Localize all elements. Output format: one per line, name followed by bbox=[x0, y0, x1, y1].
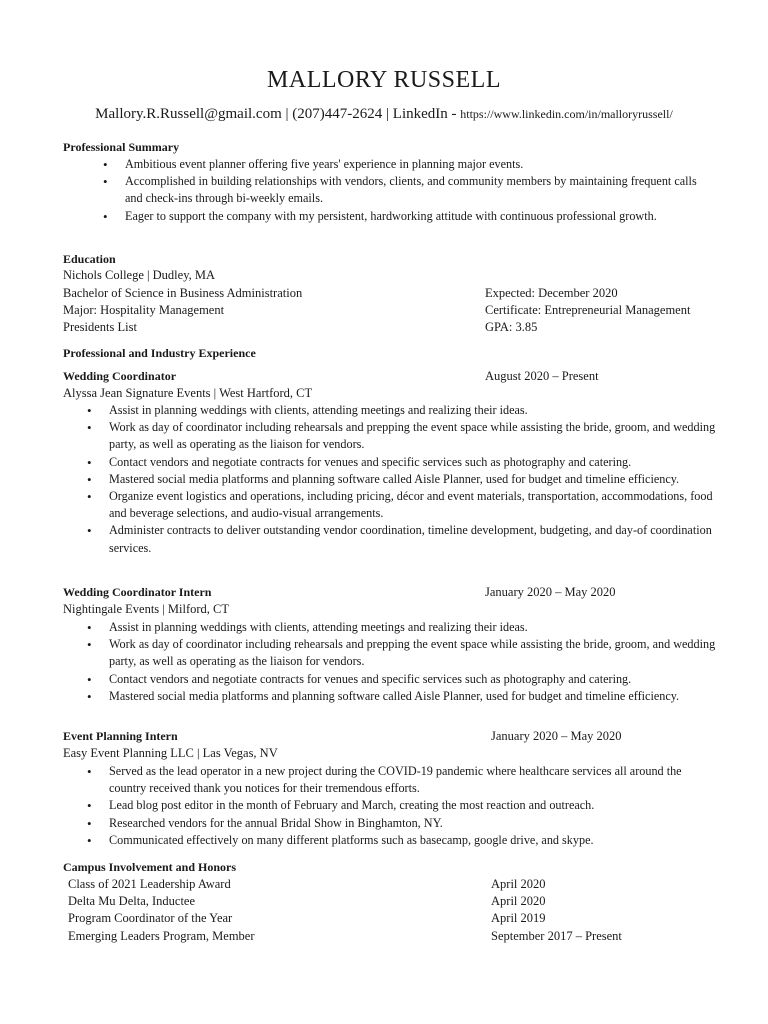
honor-date: April 2020 bbox=[491, 894, 546, 908]
job-bullets bbox=[86, 763, 716, 849]
expected-date: Expected: December 2020 bbox=[485, 286, 618, 300]
honor-name: Emerging Leaders Program, Member bbox=[68, 929, 255, 943]
candidate-name: MALLORY RUSSELL bbox=[267, 67, 501, 93]
linkedin-link[interactable]: https://www.linkedin.com/in/malloryrussell/ bbox=[460, 107, 673, 121]
contact-separator: | bbox=[285, 106, 293, 122]
job-dates: August 2020 – Present bbox=[485, 369, 599, 383]
degree: Bachelor of Science in Business Administration bbox=[63, 286, 303, 300]
list-item: • Lead blog post editor in the month of February and March, creating the most reaction and outreach. bbox=[86, 797, 716, 814]
list-item: • Communicated effectively on many different platforms such as basecamp, google drive, and skype. bbox=[86, 832, 716, 849]
job-title: Wedding Coordinator bbox=[63, 369, 177, 383]
job-organization: Easy Event Planning LLC | Las Vegas, NV bbox=[63, 746, 278, 760]
list-item: • Ambitious event planner offering five years' experience in planning major events. bbox=[102, 156, 712, 173]
summary-list bbox=[102, 156, 712, 225]
job-bullets bbox=[86, 619, 716, 705]
gpa: GPA: 3.85 bbox=[485, 320, 538, 334]
list-item: • Contact vendors and negotiate contracts for venues and specific services such as photography and catering. bbox=[86, 671, 716, 688]
section-heading-summary: Professional Summary bbox=[63, 140, 180, 154]
list-item: • Assist in planning weddings with clients, attending meetings and realizing their ideas. bbox=[86, 402, 716, 419]
job-organization: Alyssa Jean Signature Events | West Hartford, CT bbox=[63, 386, 313, 400]
major: Major: Hospitality Management bbox=[63, 303, 225, 317]
list-item: • Mastered social media platforms and planning software called Aisle Planner, used for budget and timeline efficiency. bbox=[86, 471, 716, 488]
honor-date: April 2019 bbox=[491, 911, 546, 925]
job-organization: Nightingale Events | Milford, CT bbox=[63, 602, 230, 616]
list-item: • Served as the lead operator in a new project during the COVID-19 pandemic where healthcare services all around the country received thank you notices for their tremendous efforts. bbox=[86, 763, 716, 797]
list-item: • Administer contracts to deliver outstanding vendor coordination, timeline development, budgeting, and day-of coordination services. bbox=[86, 522, 716, 556]
job-title: Wedding Coordinator Intern bbox=[63, 585, 212, 599]
list-item: • Contact vendors and negotiate contracts for venues and specific services such as photography and catering. bbox=[86, 454, 716, 471]
job-title: Event Planning Intern bbox=[63, 729, 178, 743]
contact-separator: | bbox=[386, 106, 393, 122]
school-name: Nichols College | Dudley, MA bbox=[63, 268, 216, 282]
list-item: • Accomplished in building relationships with vendors, clients, and community members by maintaining frequent calls and check-ins through bi-weekly emails. bbox=[102, 173, 712, 207]
section-heading-honors: Campus Involvement and Honors bbox=[63, 860, 237, 874]
phone-number: (207)447-2624 bbox=[292, 106, 383, 122]
job-dates: January 2020 – May 2020 bbox=[485, 585, 616, 599]
job-bullets bbox=[86, 402, 716, 557]
honor-name: Delta Mu Delta, Inductee bbox=[68, 894, 196, 908]
linkedin-label: LinkedIn - bbox=[392, 106, 457, 122]
honor: Presidents List bbox=[63, 320, 137, 334]
list-item: • Assist in planning weddings with clients, attending meetings and realizing their ideas. bbox=[86, 619, 716, 636]
section-heading-education: Education bbox=[63, 252, 116, 266]
honor-date: April 2020 bbox=[491, 877, 546, 891]
honor-name: Class of 2021 Leadership Award bbox=[68, 877, 231, 891]
list-item: • Work as day of coordinator including rehearsals and prepping the event space while assisting the bride, groom, and wedding party, as well as operating as the liaison for vendors. bbox=[86, 636, 716, 670]
section-heading-experience: Professional and Industry Experience bbox=[63, 346, 256, 360]
list-item: • Work as day of coordinator including rehearsals and prepping the event space while assisting the bride, groom, and wedding party, as well as operating as the liaison for vendors. bbox=[86, 419, 716, 453]
certificate: Certificate: Entrepreneurial Management bbox=[485, 303, 691, 317]
list-item: • Organize event logistics and operations, including pricing, décor and event materials, transportation, accommodations, food and beverage selections, and audio-visual arrangements. bbox=[86, 488, 716, 522]
honor-name: Program Coordinator of the Year bbox=[68, 911, 233, 925]
list-item: • Eager to support the company with my persistent, hardworking attitude with continuous professional growth. bbox=[102, 208, 712, 225]
honor-date: September 2017 – Present bbox=[491, 929, 622, 943]
job-dates: January 2020 – May 2020 bbox=[491, 729, 622, 743]
list-item: • Mastered social media platforms and planning software called Aisle Planner, used for budget and timeline efficiency. bbox=[86, 688, 716, 705]
email-link[interactable]: Mallory.R.Russell@gmail.com bbox=[95, 106, 282, 122]
contact-line bbox=[0, 106, 768, 123]
list-item: • Researched vendors for the annual Bridal Show in Binghamton, NY. bbox=[86, 815, 716, 832]
